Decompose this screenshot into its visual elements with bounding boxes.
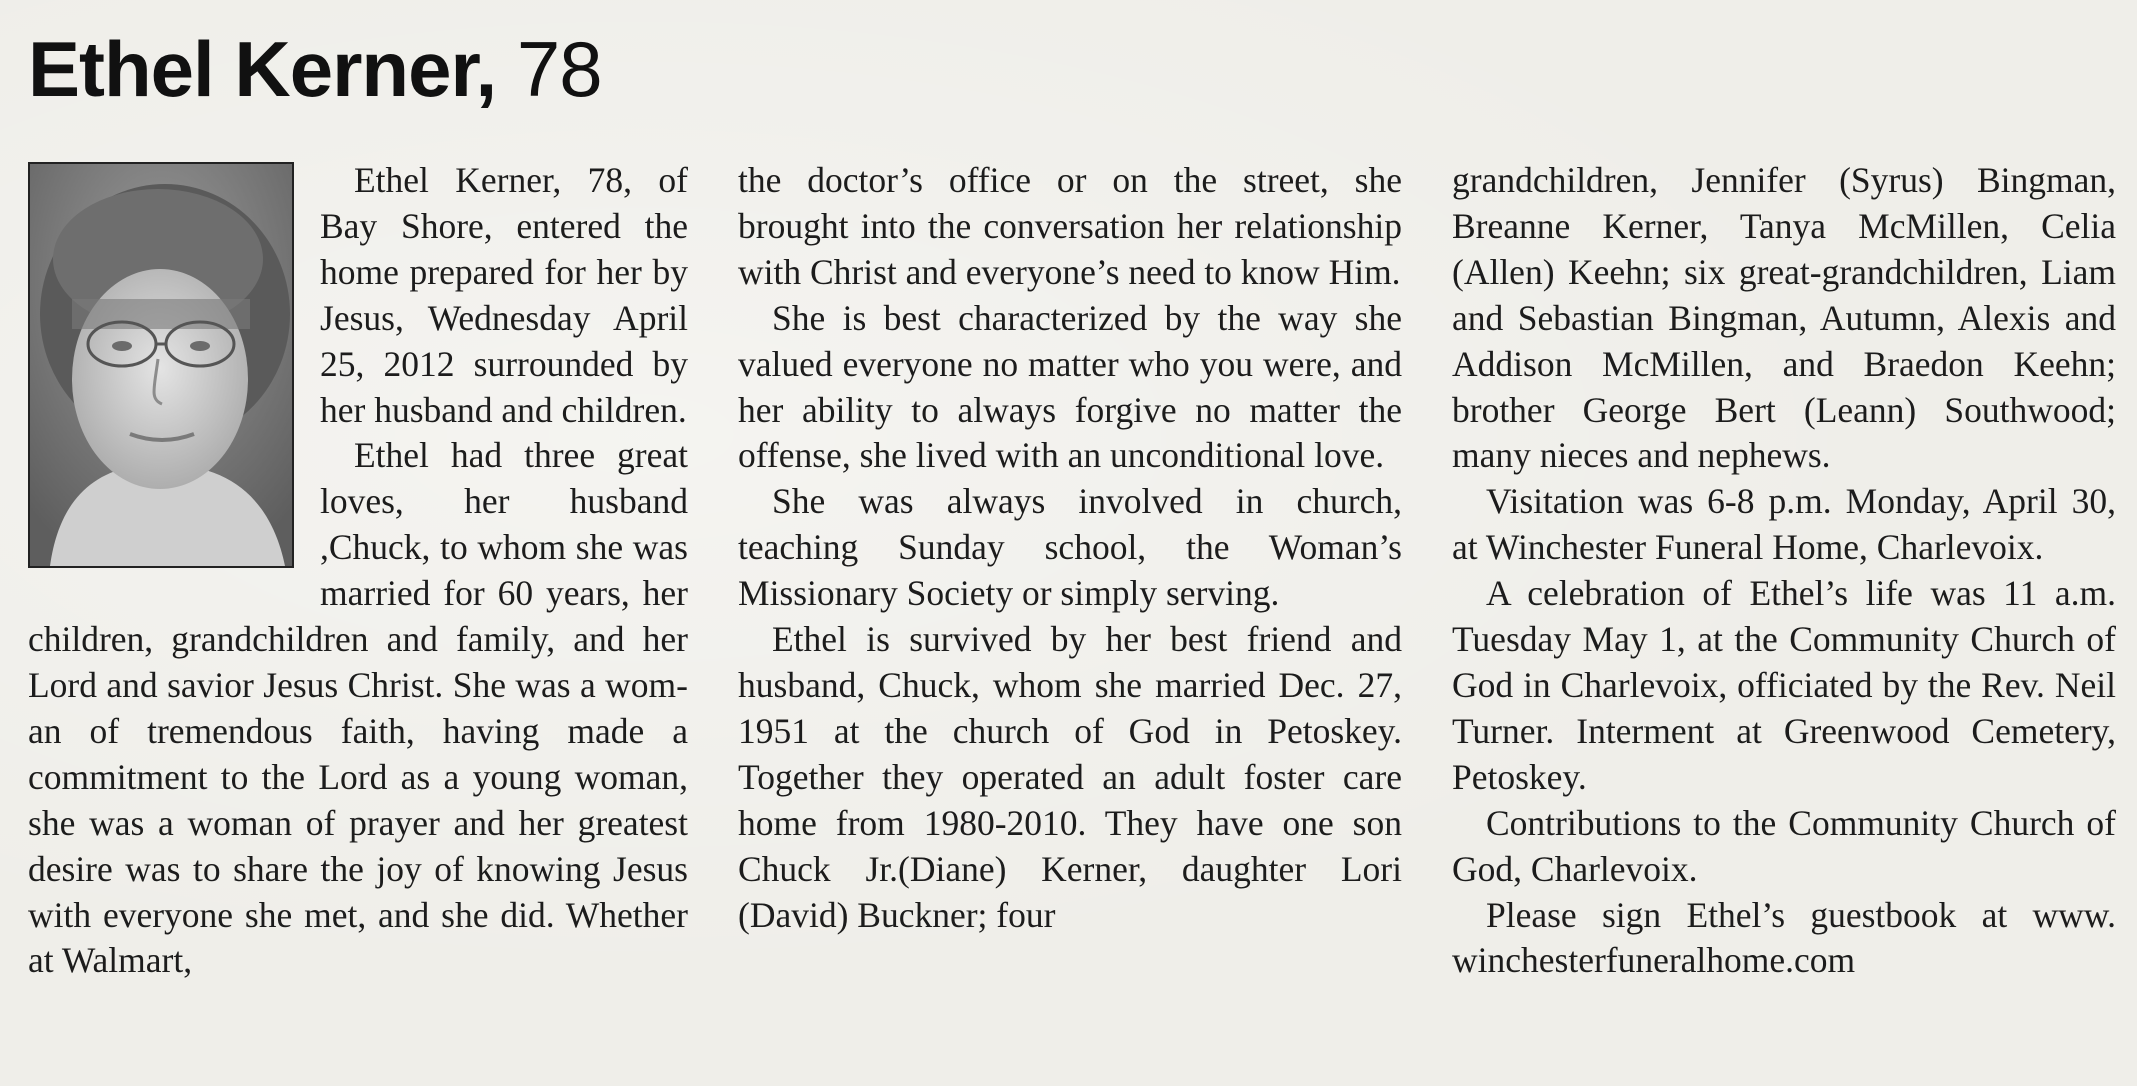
paragraph-visitation: Visitation was 6-8 p.m. Monday, April 30, at Winchester Funeral Home, Charlevoix. — [1452, 481, 2116, 568]
paragraph-loves-continued: the doctor’s office or on the street, she brought into the conversation her relationship with Christ and everyone’s need to know Him. — [738, 160, 1402, 292]
paragraph-celebration: A celebration of Ethel’s life was 11 a.m. Tuesday May 1, at the Community Church of God in Charlevoix, officiated by the Rev. Neil Turner. Interment at Greenwood Cemetery, Petoskey. — [1452, 573, 2116, 797]
paragraph-loves: Ethel had three great loves, her husband ,Chuck, to whom she was married for 60 years, her children, grandchildren and family, and her Lord and savior Jesus Christ. She was a woman of tremendous faith, having made a commitment to the Lord as a young woman, she was a woman of prayer and her greatest desire was to share the joy of knowing Jesus with everyone she met, and she did. Whether at Walmart, — [28, 435, 688, 981]
paragraph-contributions: Contributions to the Community Church of God, Charlevoix. — [1452, 802, 2116, 889]
column-1 — [28, 158, 688, 984]
headline — [28, 25, 602, 113]
paragraph-character: She is best characterized by the way she valued everyone no matter who you were, and her ability to always forgive no matter the offense, she lived with an unconditional love. — [738, 297, 1402, 476]
paragraph-intro: Ethel Kerner, 78, of Bay Shore, entered the home prepared for her by Jesus, Wednesday April 25, 2012 surrounded by her husband and children. — [320, 160, 688, 430]
column-3 — [1452, 158, 2116, 984]
paragraph-survivors-continued: grandchildren, Jennifer (Syrus) Bingman, Breanne Kerner, Tanya McMillen, Celia (Allen) Keehn; six great-grandchildren, Liam and Sebastian Bingman, Autumn, Alexis and Addison McMillen, and Braedon Keehn; brother George Bert (Leann) Southwood; many nieces and nephews. — [1452, 160, 2116, 476]
paragraph-guestbook: Please sign Ethel’s guestbook at www. winchesterfuneralhome.com — [1452, 894, 2116, 981]
paragraph-survivors: Ethel is survived by her best friend and husband, Chuck, whom she married Dec. 27, 1951 at the church of God in Petoskey. Together they operated an adult foster care home from 1980-2010. They have one son Chuck Jr.(Diane) Kerner, daughter Lori (David) Buckner; four — [738, 619, 1402, 935]
headline-name: Ethel Kerner, — [28, 25, 497, 113]
headline-age: 78 — [516, 25, 602, 113]
paragraph-church: She was always involved in church, teaching Sunday school, the Woman’s Missionary Society or simply serving. — [738, 481, 1402, 614]
column-2 — [738, 158, 1402, 938]
photo-wrap-spacer — [28, 158, 320, 576]
